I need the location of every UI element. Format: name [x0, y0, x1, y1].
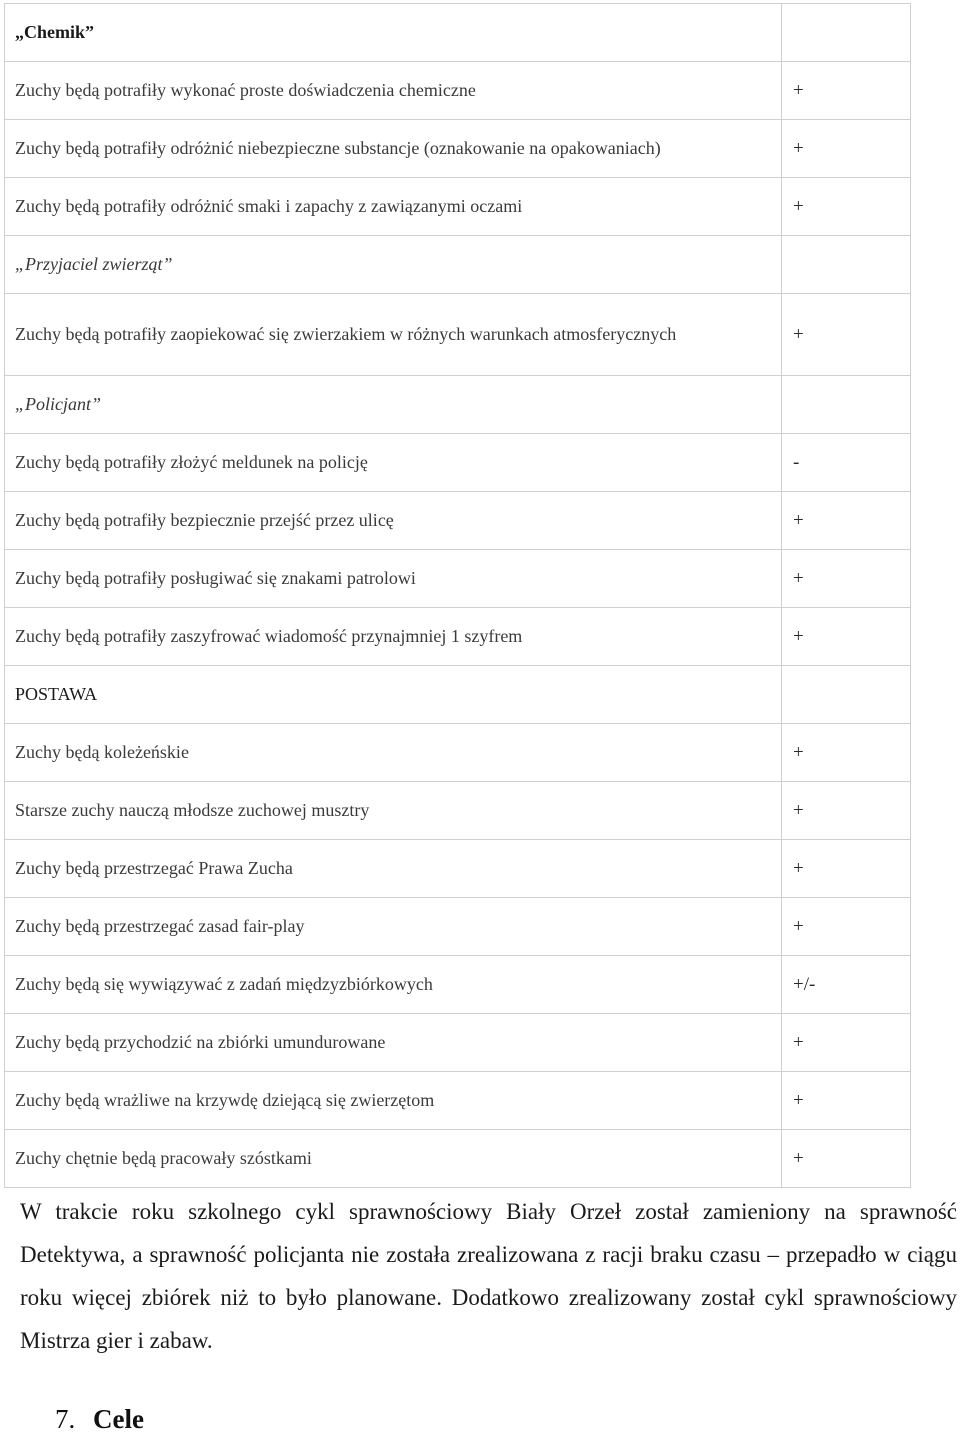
row-label: Zuchy chętnie będą pracowały szóstkami	[5, 1130, 782, 1188]
row-mark: +	[782, 782, 911, 840]
row-label: Zuchy będą potrafiły zaopiekować się zwierzakiem w różnych warunkach atmosferycznych	[5, 294, 782, 376]
table-row	[5, 898, 911, 956]
row-label: Zuchy będą wrażliwe na krzywdę dziejącą się zwierzętom	[5, 1072, 782, 1130]
row-label: Zuchy będą przestrzegać zasad fair-play	[5, 898, 782, 956]
row-mark	[782, 666, 911, 724]
row-mark: +	[782, 294, 911, 376]
table-row	[5, 1014, 911, 1072]
summary-paragraph: W trakcie roku szkolnego cykl sprawnościowy Biały Orzeł został zamieniony na sprawność Detektywa, a sprawność policjanta nie została zrealizowana z racji braku czasu – przepadło w ciągu roku więcej zbiórek niż to było planowane. Dodatkowo zrealizowany został cykl sprawnościowy Mistrza gier i zabaw.	[20, 1199, 957, 1353]
row-label: Zuchy będą potrafiły wykonać proste doświadczenia chemiczne	[5, 62, 782, 120]
row-label: Zuchy będą potrafiły złożyć meldunek na policję	[5, 434, 782, 492]
table-row	[5, 434, 911, 492]
row-label: „Przyjaciel zwierząt”	[5, 236, 782, 294]
row-mark: -	[782, 434, 911, 492]
row-label: Zuchy będą przestrzegać Prawa Zucha	[5, 840, 782, 898]
row-mark: +	[782, 492, 911, 550]
table-row	[5, 724, 911, 782]
table-row	[5, 294, 911, 376]
row-label: „Policjant”	[5, 376, 782, 434]
row-mark: +/-	[782, 956, 911, 1014]
row-mark: +	[782, 608, 911, 666]
row-mark: +	[782, 724, 911, 782]
row-label: Zuchy będą koleżeńskie	[5, 724, 782, 782]
table-row	[5, 1130, 911, 1188]
table-row	[5, 376, 911, 434]
row-label: Zuchy będą przychodzić na zbiórki umundurowane	[5, 1014, 782, 1072]
table-row	[5, 956, 911, 1014]
row-mark	[782, 4, 911, 62]
row-label: Zuchy będą potrafiły posługiwać się znakami patrolowi	[5, 550, 782, 608]
row-label: POSTAWA	[5, 666, 782, 724]
row-mark: +	[782, 840, 911, 898]
row-label: Zuchy będą potrafiły bezpiecznie przejść przez ulicę	[5, 492, 782, 550]
row-mark: +	[782, 898, 911, 956]
table-row	[5, 666, 911, 724]
row-label: Zuchy będą się wywiązywać z zadań międzyzbiórkowych	[5, 956, 782, 1014]
table-row	[5, 178, 911, 236]
evaluation-table	[4, 3, 911, 1188]
row-mark: +	[782, 1130, 911, 1188]
row-label: Starsze zuchy nauczą młodsze zuchowej musztry	[5, 782, 782, 840]
table-row	[5, 1072, 911, 1130]
row-label: „Chemik”	[5, 4, 782, 62]
table-row	[5, 608, 911, 666]
row-mark: +	[782, 550, 911, 608]
table-row	[5, 550, 911, 608]
table-row	[5, 120, 911, 178]
section-title-text: Cele	[93, 1404, 144, 1434]
table-row	[5, 62, 911, 120]
row-label: Zuchy będą potrafiły zaszyfrować wiadomość przynajmniej 1 szyfrem	[5, 608, 782, 666]
row-mark: +	[782, 62, 911, 120]
table-row	[5, 840, 911, 898]
table-row	[5, 492, 911, 550]
row-mark	[782, 376, 911, 434]
row-mark: +	[782, 120, 911, 178]
section-heading	[55, 1404, 144, 1435]
row-label: Zuchy będą potrafiły odróżnić smaki i zapachy z zawiązanymi oczami	[5, 178, 782, 236]
section-number: 7.	[55, 1404, 76, 1434]
table-row	[5, 782, 911, 840]
row-mark: +	[782, 1014, 911, 1072]
table-row	[5, 236, 911, 294]
row-label: Zuchy będą potrafiły odróżnić niebezpieczne substancje (oznakowanie na opakowaniach)	[5, 120, 782, 178]
evaluation-table-body	[5, 4, 911, 1188]
row-mark: +	[782, 1072, 911, 1130]
row-mark	[782, 236, 911, 294]
table-row	[5, 4, 911, 62]
row-mark: +	[782, 178, 911, 236]
